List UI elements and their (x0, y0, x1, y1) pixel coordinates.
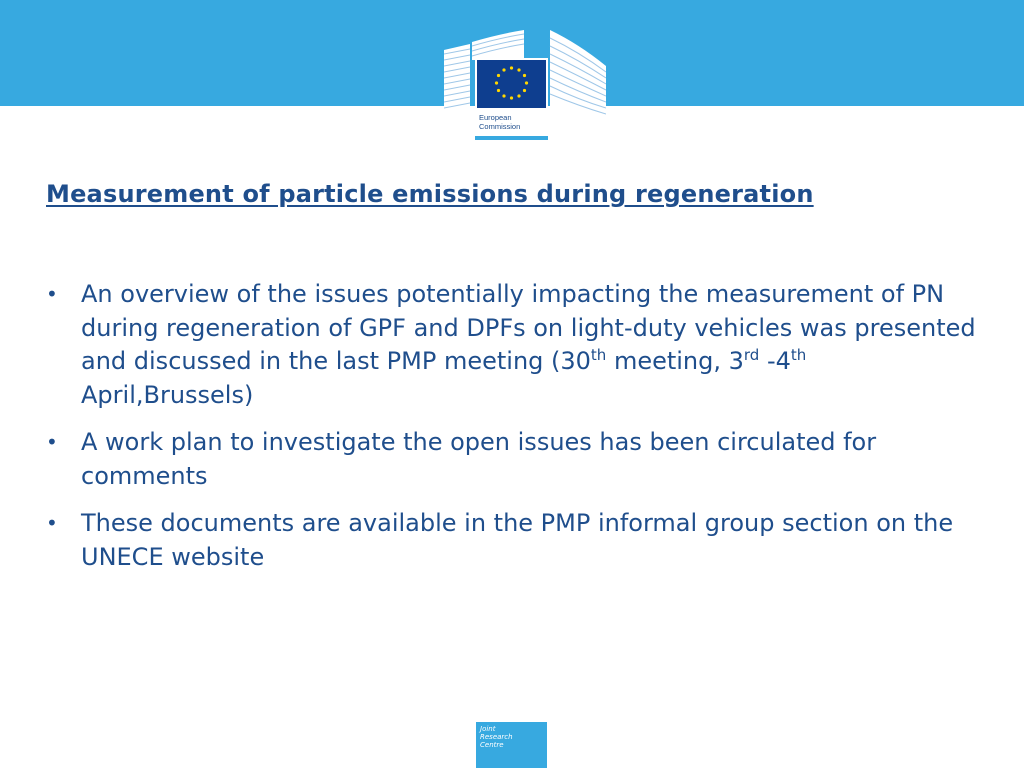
bullet-text: April,Brussels) (81, 380, 254, 409)
bullet-item (46, 426, 986, 493)
bullet-item (46, 278, 986, 412)
bullet-text: A work plan to investigate the open issues has been circulated for comments (81, 428, 877, 490)
bullet-item (46, 507, 986, 574)
bullet-list (46, 278, 986, 588)
bullet-icon: • (46, 282, 58, 306)
bullet-icon: • (46, 430, 58, 454)
superscript: th (790, 346, 807, 364)
jrc-logo (476, 722, 547, 768)
bullet-icon: • (46, 511, 58, 535)
european-commission-logo (444, 30, 606, 142)
bullet-text: These documents are available in the PMP informal group section on the UNECE website (81, 509, 954, 571)
bullet-text: meeting, 3 (606, 347, 744, 375)
svg-text:Commission: Commission (479, 122, 521, 131)
jrc-logo-text: Joint Research Centre (480, 725, 513, 749)
svg-text:European: European (479, 113, 512, 122)
superscript: th (590, 346, 607, 364)
bullet-text: -4 (759, 347, 791, 375)
superscript: rd (743, 346, 760, 364)
slide-title: Measurement of particle emissions during regeneration (46, 180, 814, 208)
bullet-text: An overview of the issues potentially impacting the measurement of PN during regeneration of GPF and DPFs on light-duty vehicles was presented and discussed in the last PMP meeting (30 (81, 280, 976, 375)
